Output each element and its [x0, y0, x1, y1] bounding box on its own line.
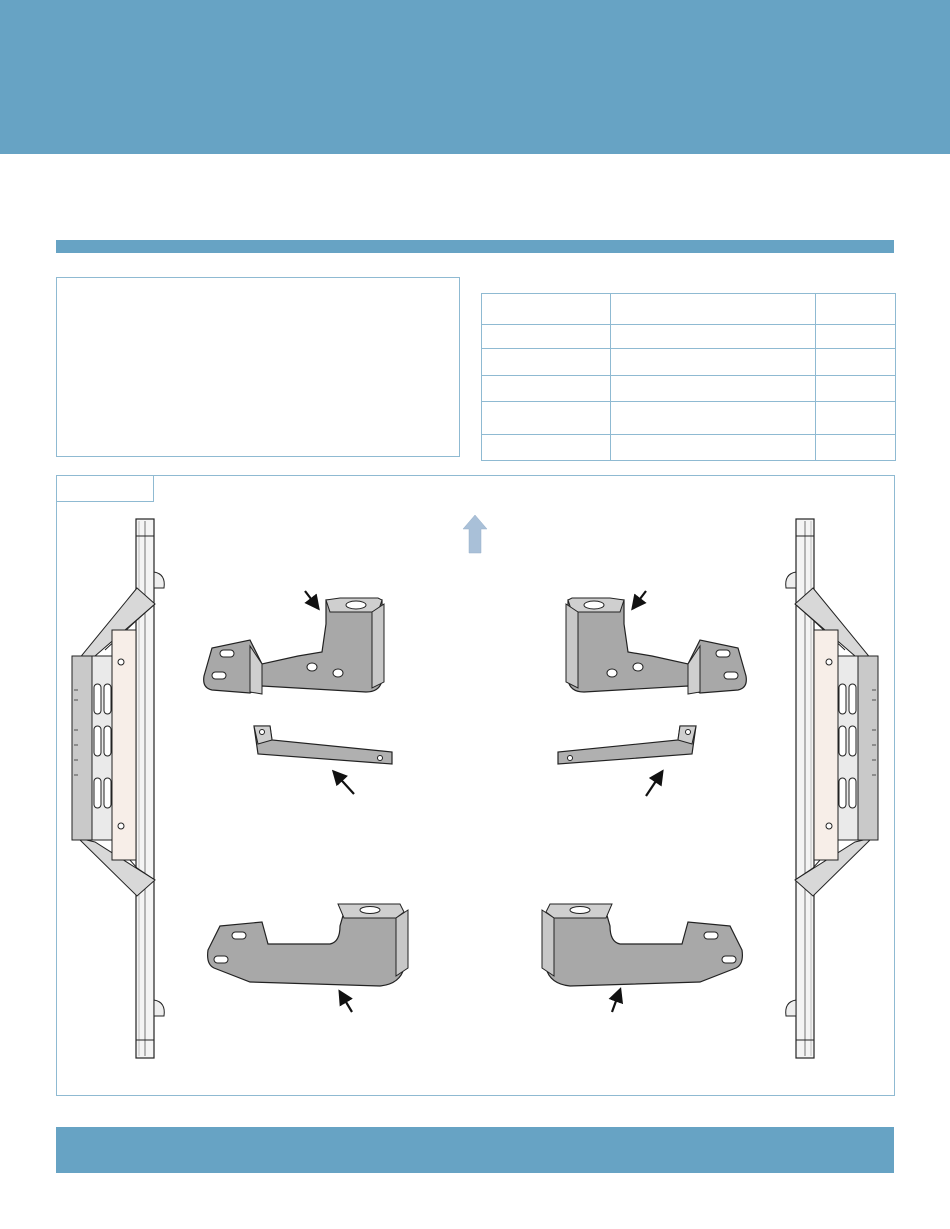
step-bar-right	[786, 519, 878, 1058]
step-bar-left	[72, 519, 164, 1058]
front-bracket-left	[204, 598, 384, 694]
rear-bracket-left	[208, 904, 408, 986]
arrow-up-icon	[463, 515, 487, 553]
brace-left	[254, 726, 392, 764]
rear-bracket-right	[542, 904, 742, 986]
front-bracket-right	[566, 598, 746, 694]
brace-right	[558, 726, 696, 764]
footer-band	[56, 1127, 894, 1173]
